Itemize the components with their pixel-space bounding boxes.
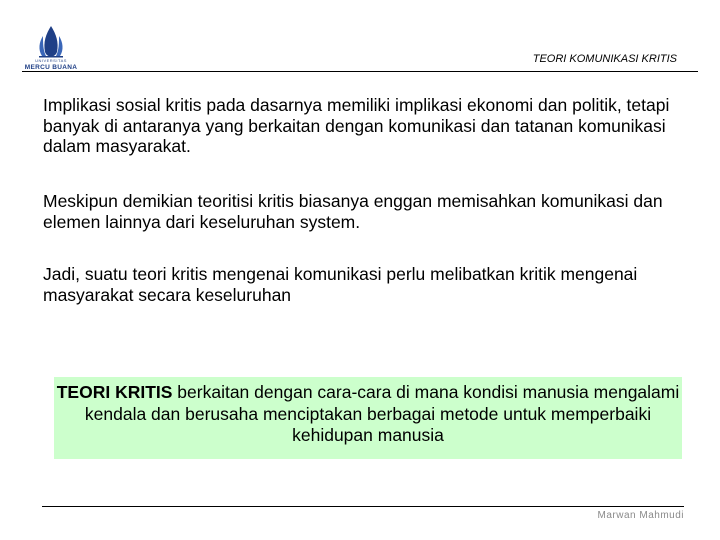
logo-subtitle: UNIVERSITAS <box>35 58 67 63</box>
footer-author: Marwan Mahmudi <box>597 510 684 521</box>
paragraph-jadi: Jadi, suatu teori kritis mengenai komunikasi perlu melibatkan kritik mengenai masyarakat secara keseluruhan <box>43 264 638 305</box>
paragraph-meskipun: Meskipun demikian teoritisi kritis biasanya enggan memisahkan komunikasi dan elemen lainnya dari keseluruhan system. <box>43 191 663 232</box>
header-divider <box>22 71 698 72</box>
slide-header-title: TEORI KOMUNIKASI KRITIS <box>532 53 677 65</box>
footer-divider <box>42 506 684 507</box>
callout-definition: berkaitan dengan cara-cara di mana kondisi manusia mengalami kendala dan berusaha menciptakan berbagai metode untuk memperbaiki kehidupan manusia <box>84 382 680 445</box>
paragraph-implikasi: Implikasi sosial kritis pada dasarnya memiliki implikasi ekonomi dan politik, tetapi banyak di antaranya yang berkaitan dengan komunikasi dan tatanan komunikasi dalam masyarakat. <box>43 95 670 156</box>
definition-callout <box>54 377 682 459</box>
logo-name: MERCU BUANA <box>24 64 78 71</box>
callout-term: TEORI KRITIS <box>56 382 173 402</box>
